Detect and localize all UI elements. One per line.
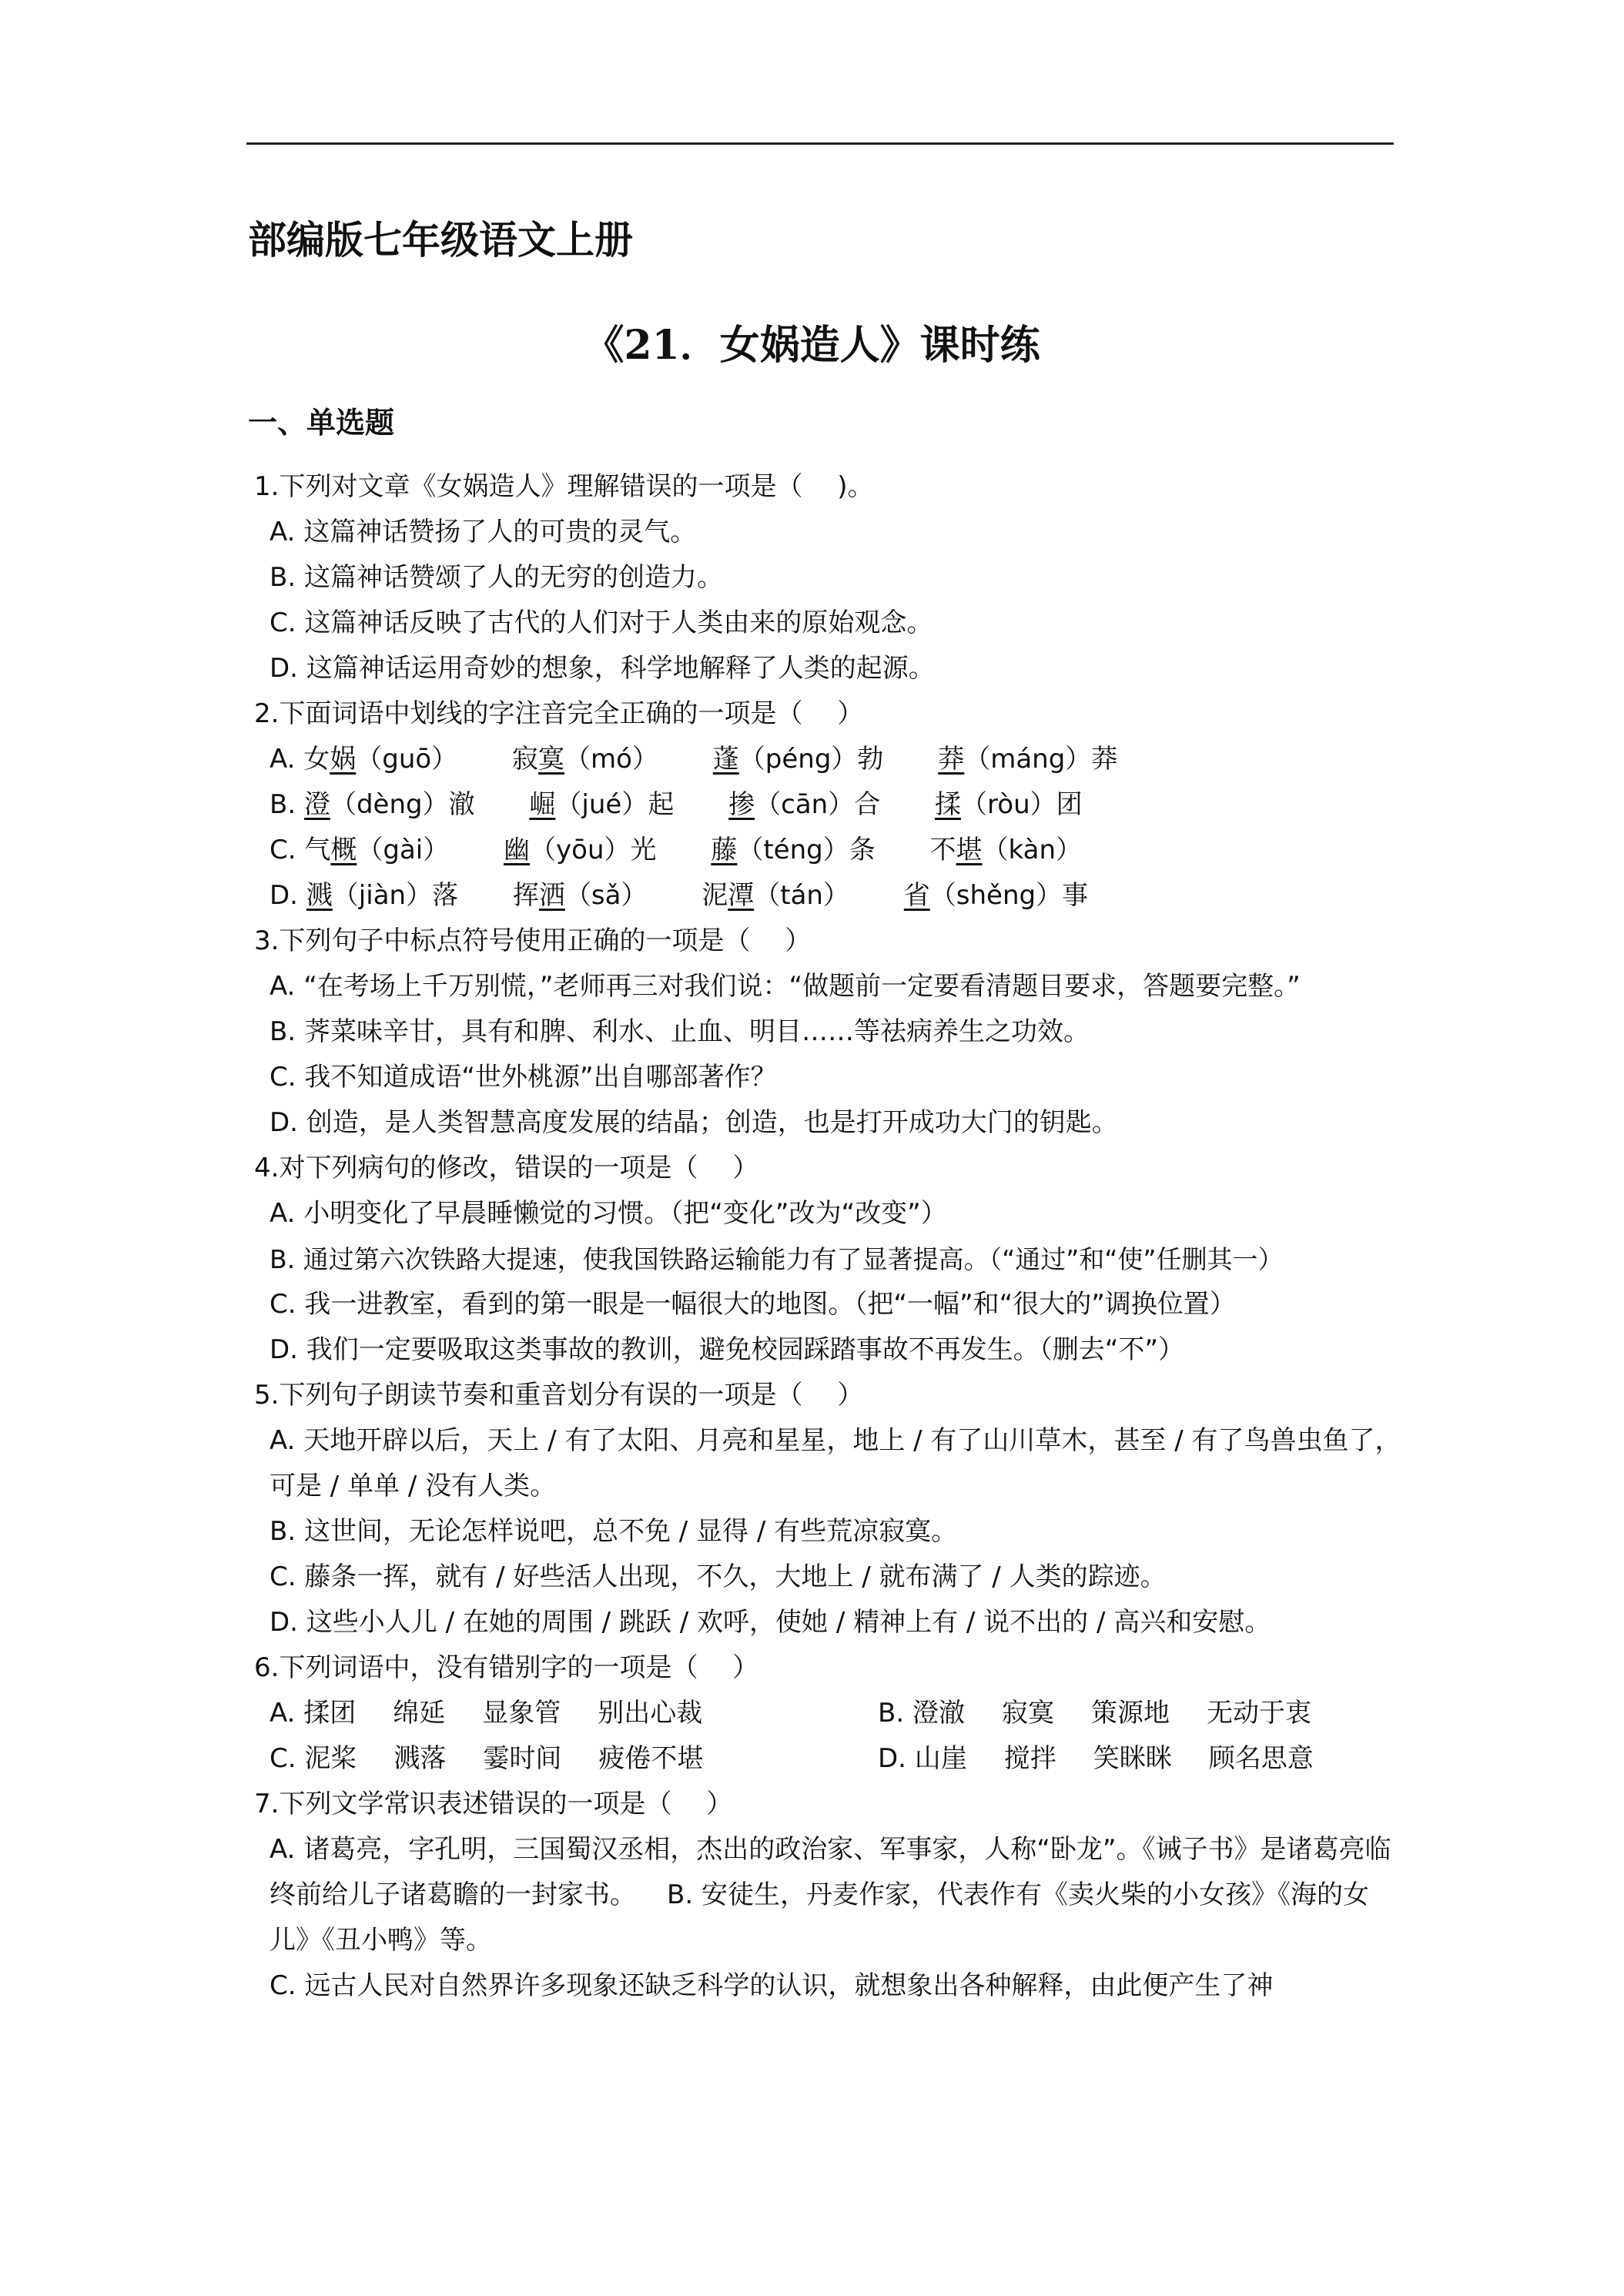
question-3-option-a: A. “在考场上千万别慌，”老师再三对我们说：“做题前一定要看清题目要求，答题要完整。” <box>270 971 1301 1002</box>
header-rule <box>246 142 1394 145</box>
question-1-option-b: B. 这篇神话赞颂了人的无穷的创造力。 <box>270 562 723 593</box>
question-3-stem: 3.下列句子中标点符号使用正确的一项是（ ） <box>254 925 812 956</box>
question-2-option-b <box>254 782 1401 828</box>
question-1-option-d: D. 这篇神话运用奇妙的想象，科学地解释了人类的起源。 <box>270 653 935 684</box>
question-7-option-c: C. 远古人民对自然界许多现象还缺乏科学的认识，就想象出各种解释，由此便产生了神 <box>270 1970 1274 2001</box>
pinyin-item: D. 溅（jiàn）落 <box>270 880 459 911</box>
pinyin-item: 寂寞（mó） <box>512 744 658 775</box>
question-1-stem: 1.下列对文章《女娲造人》理解错误的一项是（ )。 <box>254 471 874 502</box>
question-list <box>254 464 1401 2009</box>
pinyin-item: B. 澄（dèng）澈 <box>270 789 475 820</box>
pinyin-item: 揉（ròu）团 <box>935 789 1083 820</box>
question-7-option-a: A. 诸葛亮，字孔明，三国蜀汉丞相，杰出的政治家、军事家，人称“卧龙”。《诫子书》是诸葛亮临终前给儿子诸葛瞻的一封家书。 <box>270 1834 1391 1910</box>
question-5-option-b: B. 这世间，无论怎样说吧，总不免 / 显得 / 有些荒凉寂寞。 <box>270 1516 958 1547</box>
question-2-stem: 2.下面词语中划线的字注音完全正确的一项是（ ） <box>254 698 864 729</box>
pinyin-item: A. 女娲（guō） <box>270 744 458 775</box>
question-6-row-2 <box>254 1736 1401 1782</box>
question-6-stem: 6.下列词语中，没有错别字的一项是（ ） <box>254 1652 759 1683</box>
pinyin-item: 蓬（péng）勃 <box>712 744 884 775</box>
pinyin-item: C. 气概（gài） <box>270 835 450 865</box>
question-5-stem: 5.下列句子朗读节奏和重音划分有误的一项是（ ） <box>254 1380 864 1411</box>
pinyin-item: 崛（jué）起 <box>529 789 675 820</box>
pinyin-item: 泥潭（tán） <box>702 880 849 911</box>
question-4-stem: 4.对下列病句的修改，错误的一项是（ ） <box>254 1153 759 1183</box>
question-5-option-d: D. 这些小人儿 / 在她的周围 / 跳跃 / 欢呼，使她 / 精神上有 / 说不出的 / 高兴和安慰。 <box>270 1607 1271 1638</box>
question-6-option-c: C. 泥桨 溅落 霎时间 疲倦不堪 <box>270 1743 704 1774</box>
pinyin-item: 莽（máng）莽 <box>938 744 1118 775</box>
pinyin-item: 藤（téng）条 <box>711 835 876 865</box>
question-6-option-d: D. 山崖 搅拌 笑眯眯 顾名思意 <box>878 1743 1314 1774</box>
question-6-option-a: A. 揉团 绵延 显象管 别出心裁 <box>270 1698 703 1729</box>
question-4-option-c: C. 我一进教室，看到的第一眼是一幅很大的地图。（把“一幅”和“很大的”调换位置） <box>270 1289 1236 1320</box>
pinyin-item: 不堪（kàn） <box>929 835 1083 865</box>
question-3-option-d: D. 创造，是人类智慧高度发展的结晶；创造，也是打开成功大门的钥匙。 <box>270 1107 1118 1138</box>
question-6-row-1 <box>254 1691 1401 1736</box>
question-4-option-a: A. 小明变化了早晨睡懒觉的习惯。（把“变化”改为“改变”） <box>270 1198 947 1229</box>
question-7-options-ab <box>254 1827 1401 1963</box>
question-4-option-b: B. 通过第六次铁路大提速，使我国铁路运输能力有了显著提高。（“通过”和“使”任删其一） <box>270 1244 1284 1274</box>
section-heading: 一、单选题 <box>248 406 395 440</box>
question-7-stem: 7.下列文学常识表述错误的一项是（ ） <box>254 1789 733 1819</box>
question-1-option-a: A. 这篇神话赞扬了人的可贵的灵气。 <box>270 517 697 547</box>
question-2-option-a <box>254 737 1401 782</box>
pinyin-item: 挥洒（sǎ） <box>512 880 648 911</box>
pinyin-item: 省（shěng）事 <box>903 880 1089 911</box>
pinyin-item: 掺（cān）合 <box>728 789 881 820</box>
question-5-option-c: C. 藤条一挥，就有 / 好些活人出现，不久，大地上 / 就布满了 / 人类的踪迹。 <box>270 1561 1167 1592</box>
question-2-option-d <box>254 873 1401 919</box>
question-3-option-c: C. 我不知道成语“世外桃源”出自哪部著作？ <box>270 1062 777 1093</box>
pinyin-item: 幽（yōu）光 <box>504 835 657 865</box>
question-7-option-b: B. 安徒生，丹麦作家，代表作有《卖火柴的小女孩》《海的女儿》《丑小鸭》等。 <box>270 1879 1369 1956</box>
series-title: 部编版七年级语文上册 <box>248 218 633 263</box>
question-6-option-b: B. 澄澈 寂寞 策源地 无动于衷 <box>878 1698 1311 1729</box>
question-2-option-c <box>254 828 1401 873</box>
question-5-option-a: A. 天地开辟以后，天上 / 有了太阳、月亮和星星，地上 / 有了山川草木，甚至 / 有了鸟兽虫鱼了，可是 / 单单 / 没有人类。 <box>270 1425 1401 1501</box>
question-4-option-d: D. 我们一定要吸取这类事故的教训，避免校园踩踏事故不再发生。（删去“不”） <box>270 1334 1185 1365</box>
question-3-option-b: B. 荠菜味辛甘，具有和脾、利水、止血、明目……等祛病养生之功效。 <box>270 1016 1090 1047</box>
page-title: 《21．女娲造人》课时练 <box>584 322 1040 369</box>
question-1-option-c: C. 这篇神话反映了古代的人们对于人类由来的原始观念。 <box>270 607 933 638</box>
